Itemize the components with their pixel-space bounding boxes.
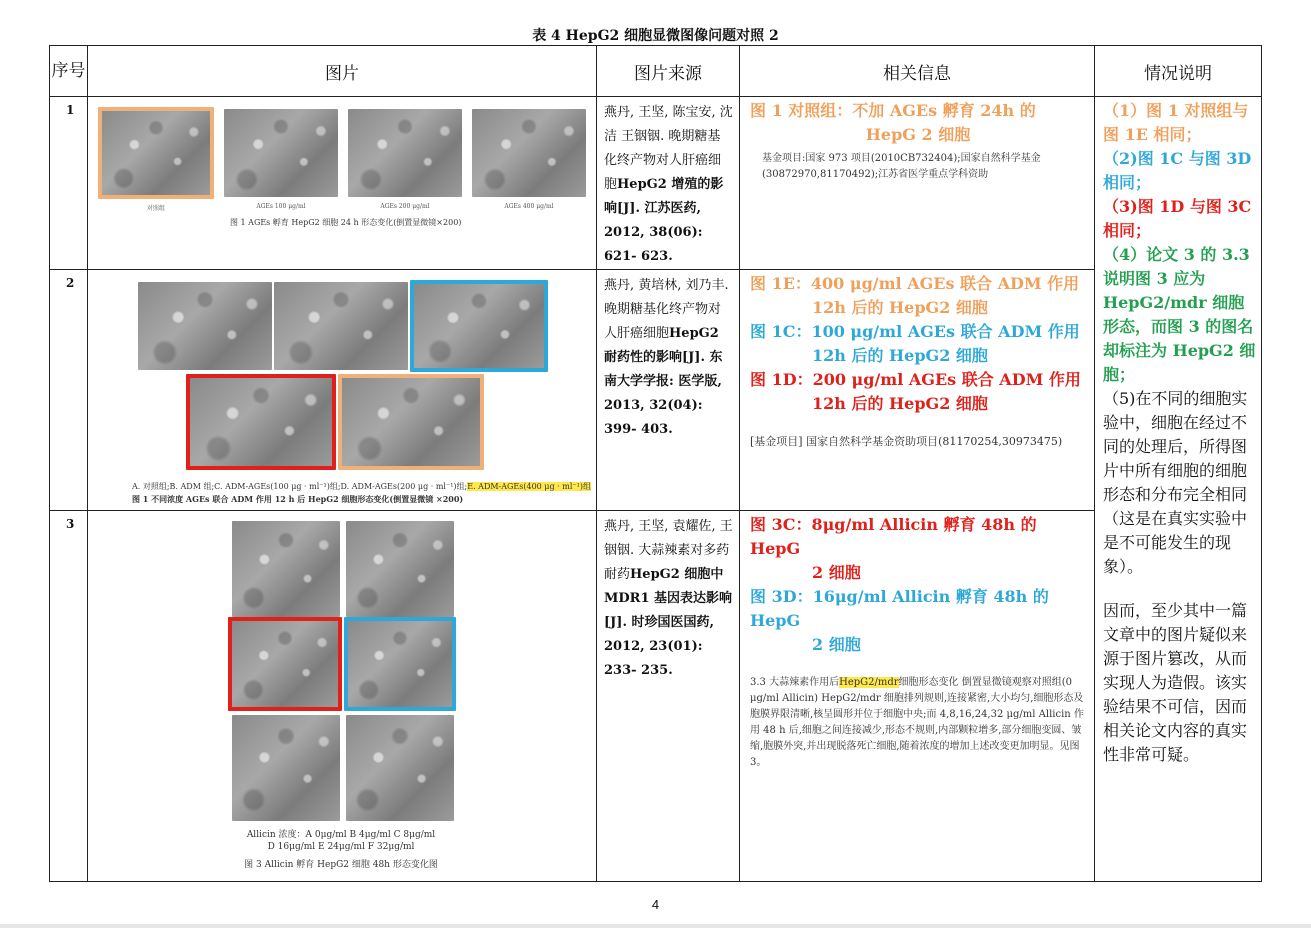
fund-note: [基金项目] 国家自然科学基金资助项目(81170254,30973475) [750, 435, 1063, 448]
info-line: 2 细胞 [812, 563, 861, 582]
figure-caption [132, 481, 591, 492]
micrograph-200 [348, 109, 462, 197]
page-bottom-band [0, 924, 1311, 928]
fund-note: 基金项目:国家 973 项目(2010CB732404);国家自然科学基金(30872970,81170492);江苏省医学重点学科资助 [762, 153, 1041, 180]
source-cell [597, 511, 740, 882]
micrograph-A [232, 521, 340, 617]
info-line: 2 细胞 [812, 635, 861, 654]
excerpt-highlight: HepG2/mdr [839, 677, 899, 688]
info-line: 12h 后的 HepG2 细胞 [812, 346, 988, 365]
figure-caption: Allicin 浓度：A 0μg/ml B 4μg/ml C 8μg/ml [246, 830, 436, 840]
page-number: 4 [651, 897, 660, 912]
header-seq: 序号 [50, 46, 88, 97]
info-line: 图 1D：200 μg/ml AGEs 联合 ADM 作用 [750, 370, 1081, 389]
info-line: 图 1 对照组：不加 AGEs 孵育 24h 的 [750, 101, 1036, 120]
excerpt-note [750, 675, 1086, 771]
header-row [50, 46, 1262, 97]
header-explanation: 情况说明 [1095, 46, 1262, 97]
micrograph-400 [472, 109, 586, 197]
info-cell [740, 97, 1095, 270]
figure-caption: 图 1 AGEs 孵育 HepG2 细胞 24 h 形态变化(倒置显微镜×200) [230, 218, 462, 227]
header-source: 图片来源 [597, 46, 740, 97]
info-line: 图 3D：16μg/ml Allicin 孵育 48h 的 HepG [750, 587, 1049, 630]
micrograph-F [346, 715, 454, 821]
info-cell [740, 270, 1095, 511]
micrograph-C [410, 280, 548, 372]
explanation-cell [1095, 97, 1262, 882]
excerpt-text: 3.3 大蒜辣素作用后 [750, 677, 840, 688]
info-line: HepG 2 细胞 [865, 125, 971, 144]
excerpt-text: 细胞形态变化 倒置显微镜观察对照组(0 μg/ml Allicin) HepG2/mdr 细胞排列规则,连接紧密,大小均匀,细胞形态及胞膜界限清晰,核呈圆形并位于细胞中央;而 4,8,16,24,32 μg/ml Allicin 作用 48 h 后,细胞之间连接减少,形态不规则,内部颗粒增多,部分细胞变圆、皱缩,胞膜外突,并出现脱落死亡细胞,随着浓度的增加上述改变更加明显。见图 3。 [750, 677, 1084, 768]
micrograph-E [232, 715, 340, 821]
explanation-item-4: （4）论文 3 的 3.3 说明图 3 应为 HepG2/mdr 细胞形态，而图 3 的图名却标注为 HepG2 细胞； [1103, 245, 1256, 384]
micrograph-A [138, 282, 272, 370]
source-journal: HepG2 耐药性的影响[J]. 东南大学学报: 医学版, 2013, 32(04): 399- 403. [604, 326, 723, 437]
source-cell [597, 97, 740, 270]
source-journal: HepG2 增殖的影响[J]. 江苏医药, 2012, 38(06): 621- 623. [604, 177, 724, 264]
info-line: 图 1E：400 μg/ml AGEs 联合 ADM 作用 [750, 274, 1080, 293]
info-line: 12h 后的 HepG2 细胞 [812, 394, 988, 413]
micrograph-100 [224, 109, 338, 197]
explanation-item-2: （2)图 1C 与图 3D 相同； [1103, 149, 1252, 192]
explanation-item-5: （5)在不同的细胞实验中，细胞在经过不同的处理后，所得图片中所有细胞的细胞形态和分布完全相同（这是在真实实验中是不可能发生的现象）。 [1103, 389, 1248, 576]
info-line: 图 3C：8μg/ml Allicin 孵育 48h 的 HepG [750, 515, 1037, 558]
source-authors: 燕丹, 王坚, 袁耀佐, 王铟铟. 大蒜辣素对多药耐药 [604, 519, 733, 582]
micrograph-B [346, 521, 454, 617]
fig-label: AGEs 400 μg/ml [504, 203, 554, 210]
row-number: 2 [50, 270, 88, 511]
info-line: 图 1C：100 μg/ml AGEs 联合 ADM 作用 [750, 322, 1080, 341]
row-number: 1 [50, 97, 88, 270]
source-authors: 燕丹, 王坚, 陈宝安, 沈洁 王铟铟. 晚期糖基化终产物对人肝癌细胞 [604, 105, 733, 192]
figure-caption-text: A. 对照组;B. ADM 组;C. ADM-AGEs(100 μg · ml⁻¹)组;D. ADM-AGEs(200 μg · ml⁻¹)组; [132, 482, 468, 491]
header-info: 相关信息 [740, 46, 1095, 97]
explanation-item-1: （1）图 1 对照组与图 1E 相同； [1103, 101, 1249, 144]
table-row [50, 97, 1262, 270]
figure-caption-highlight: E. ADM-AGEs(400 μg · ml⁻¹)组 [467, 482, 591, 491]
micrograph-C [228, 617, 342, 711]
table-row [50, 270, 1262, 511]
source-journal: HepG2 细胞中 MDR1 基因表达影响[J]. 时珍国医国药, 2012, 23(01): 233- 235. [604, 567, 733, 678]
figure-caption: 图 1 不同浓度 AGEs 联合 ADM 作用 12 h 后 HepG2 细胞形态变化(倒置显微镜 ×200) [132, 494, 464, 504]
micrograph-D [344, 617, 456, 711]
explanation-conclusion: 因而，至少其中一篇文章中的图片疑似来源于图片篡改，从而实现人为造假。该实验结果不可信，因而相关论文内容的真实性非常可疑。 [1103, 601, 1248, 764]
table-caption: 表 4 HepG2 细胞显微图像问题对照 2 [532, 28, 779, 44]
header-picture: 图片 [88, 46, 597, 97]
micrograph-D [186, 374, 336, 470]
comparison-table [49, 45, 1262, 882]
explanation-item-3: （3)图 1D 与图 3C 相同； [1103, 197, 1252, 240]
fig-label: 对照组 [146, 205, 165, 212]
picture-cell [88, 511, 597, 882]
micrograph-B [274, 282, 408, 370]
figure-caption: D 16μg/ml E 24μg/ml F 32μg/ml [267, 842, 415, 852]
picture-cell [88, 270, 597, 511]
source-cell [597, 270, 740, 511]
fig-label: AGEs 200 μg/ml [380, 203, 430, 210]
micrograph-control [98, 107, 214, 199]
source-authors: 燕丹, 黄培林, 刘乃丰. 晚期糖基化终产物对人肝癌细胞 [604, 278, 729, 341]
row-number: 3 [50, 511, 88, 882]
micrograph-E [338, 374, 484, 470]
picture-cell [88, 97, 597, 270]
fig-label: AGEs 100 μg/ml [256, 203, 306, 210]
figure-caption: 图 3 Allicin 孵育 HepG2 细胞 48h 形态变化图 [244, 860, 438, 870]
info-cell [740, 511, 1095, 882]
info-line: 12h 后的 HepG2 细胞 [812, 298, 988, 317]
table-row [50, 511, 1262, 882]
